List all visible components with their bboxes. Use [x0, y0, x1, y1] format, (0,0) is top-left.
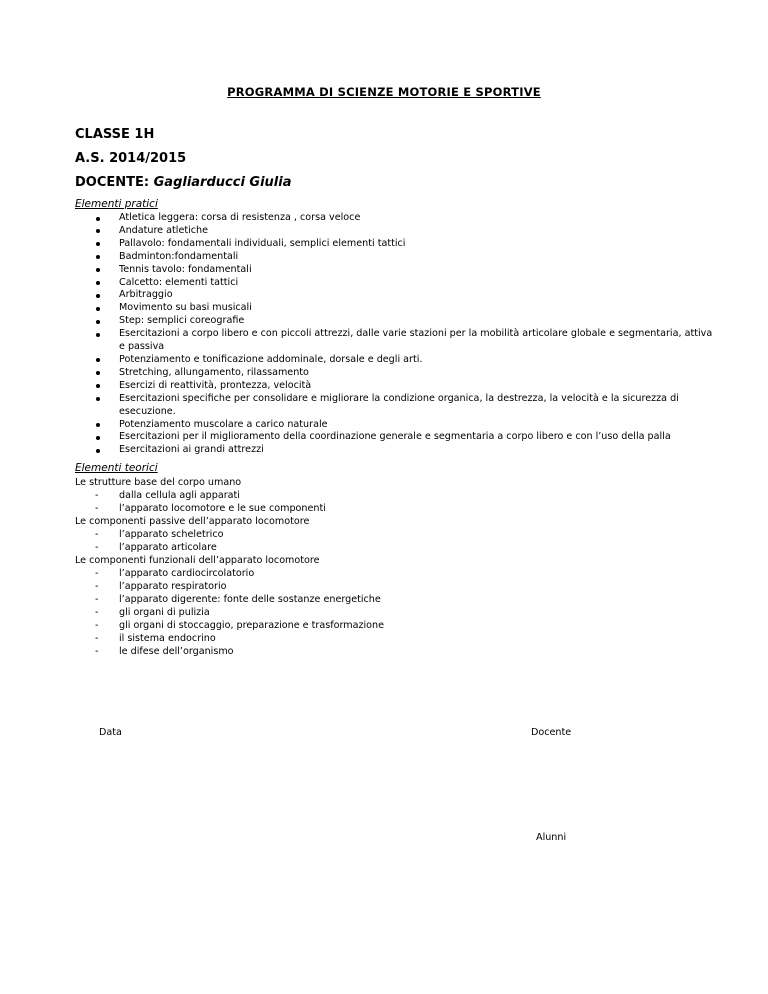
theory-item: - l’apparato digerente: fonte delle sostanze energetiche: [75, 593, 715, 606]
practical-item: Arbitraggio: [75, 289, 715, 302]
practical-item: Esercitazioni ai grandi attrezzi: [75, 444, 715, 457]
theory-section-title: Elementi teorici: [75, 462, 158, 474]
theory-item: - l’apparato articolare: [75, 541, 715, 554]
teacher-label: DOCENTE:: [75, 175, 150, 190]
theory-item: - dalla cellula agli apparati: [75, 489, 715, 502]
practical-item: Esercitazioni a corpo libero e con piccoli attrezzi, dalle varie stazioni per la mobilità articolare globale e segmentaria, attiva e passiva: [75, 328, 715, 354]
practical-item: Potenziamento e tonificazione addominale, dorsale e degli arti.: [75, 354, 715, 367]
practical-item: Badminton:fondamentali: [75, 251, 715, 264]
practical-item: Pallavolo: fondamentali individuali, semplici elementi tattici: [75, 238, 715, 251]
practical-item: Andature atletiche: [75, 225, 715, 238]
theory-group-heading: Le strutture base del corpo umano: [75, 477, 242, 488]
class-line: CLASSE 1H: [75, 127, 155, 142]
theory-item: - gli organi di stoccaggio, preparazione e trasformazione: [75, 619, 715, 632]
theory-item: - l’apparato locomotore e le sue componenti: [75, 502, 715, 515]
practical-item: Step: semplici coreografie: [75, 315, 715, 328]
practical-list: [75, 212, 715, 457]
teacher-name: Gagliarducci Giulia: [153, 175, 292, 190]
practical-item: Atletica leggera: corsa di resistenza , corsa veloce: [75, 212, 715, 225]
theory-item: - il sistema endocrino: [75, 632, 715, 645]
practical-item: Tennis tavolo: fondamentali: [75, 264, 715, 277]
document-title: PROGRAMMA DI SCIENZE MOTORIE E SPORTIVE: [227, 85, 541, 99]
theory-item: - le difese dell’organismo: [75, 645, 715, 658]
date-label: Data: [99, 727, 122, 738]
practical-item: Potenziamento muscolare a carico naturale: [75, 419, 715, 432]
school-year-line: A.S. 2014/2015: [75, 151, 187, 166]
practical-item: Esercitazioni specifiche per consolidare e migliorare la condizione organica, la destrezza, la velocità e la sicurezza di esecuzione.: [75, 393, 715, 419]
practical-item: Calcetto: elementi tattici: [75, 277, 715, 290]
teacher-line: [75, 175, 292, 190]
practical-item: Esercizi di reattività, prontezza, velocità: [75, 380, 715, 393]
theory-item: - gli organi di pulizia: [75, 606, 715, 619]
practical-section-title: Elementi pratici: [75, 198, 158, 210]
practical-item: Movimento su basi musicali: [75, 302, 715, 315]
practical-item: Stretching, allungamento, rilassamento: [75, 367, 715, 380]
theory-item: - l’apparato respiratorio: [75, 580, 715, 593]
theory-item: - l’apparato cardiocircolatorio: [75, 567, 715, 580]
theory-item: - l’apparato scheletrico: [75, 528, 715, 541]
theory-block: [75, 476, 715, 658]
practical-item: Esercitazioni per il miglioramento della coordinazione generale e segmentaria a corpo libero e con l’uso della palla: [75, 431, 715, 444]
students-signature-label: Alunni: [536, 832, 567, 843]
teacher-signature-label: Docente: [531, 727, 572, 738]
theory-group-heading: Le componenti funzionali dell’apparato locomotore: [75, 555, 320, 566]
theory-group-heading: Le componenti passive dell’apparato locomotore: [75, 516, 310, 527]
